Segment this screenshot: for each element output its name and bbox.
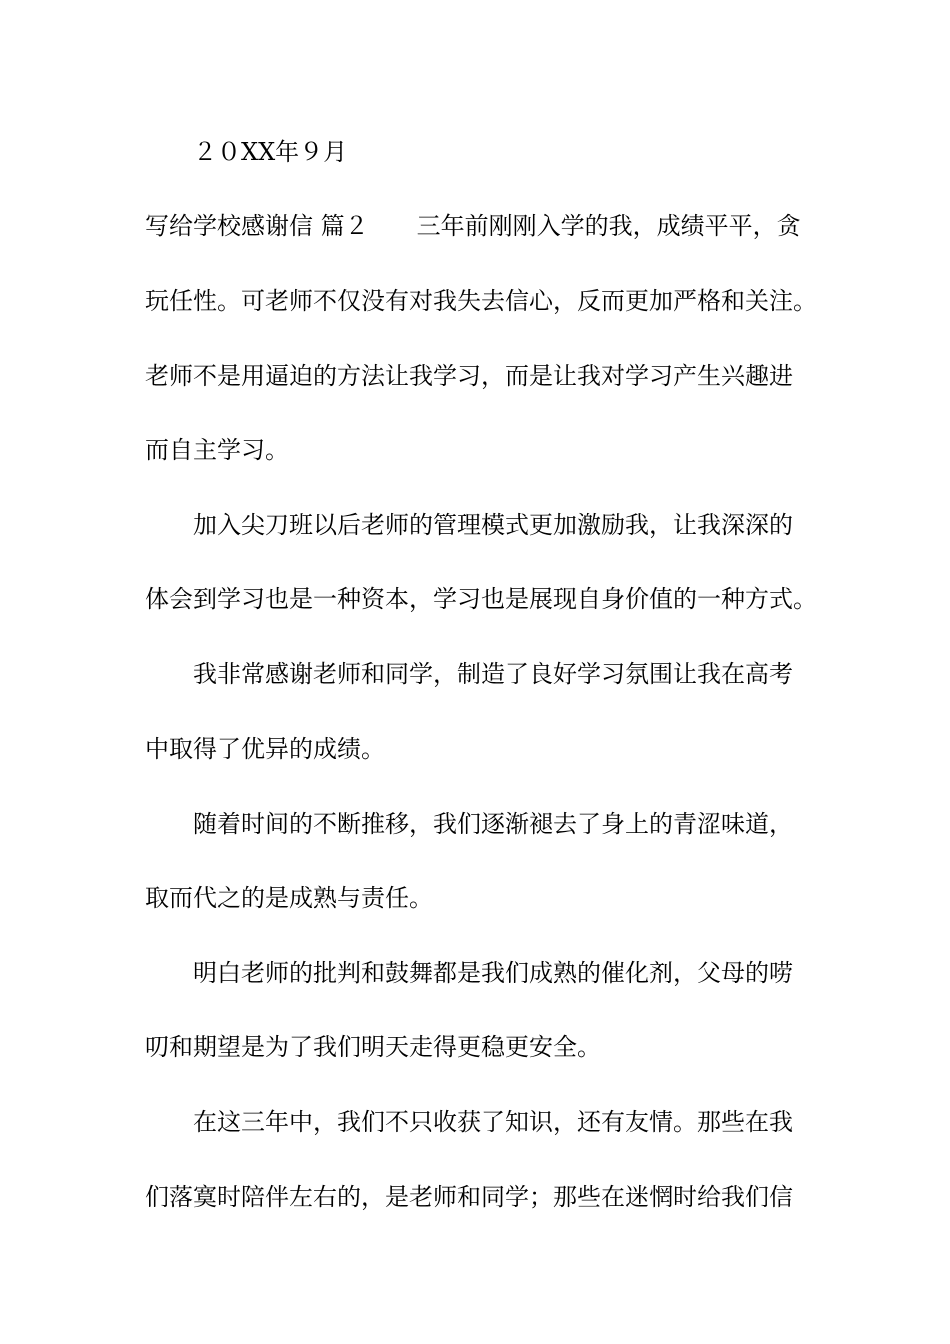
paragraph-line: 随着时间的不断推移，我们逐渐褪去了身上的青涩味道， bbox=[193, 810, 793, 838]
paragraph-line: 体会到学习也是一种资本，学习也是展现自身价值的一种方式。 bbox=[145, 585, 817, 613]
paragraph-line: 玩任性。可老师不仅没有对我失去信心，反而更加严格和关注。 bbox=[145, 287, 817, 315]
document-date: ２０XX年９月 bbox=[193, 138, 348, 166]
paragraph-line: 取而代之的是成熟与责任。 bbox=[145, 884, 433, 912]
paragraph-line: 们落寞时陪伴左右的，是老师和同学；那些在迷惘时给我们信 bbox=[145, 1183, 793, 1211]
paragraph-line: 而自主学习。 bbox=[145, 436, 289, 464]
document-heading: 写给学校感谢信 篇２ bbox=[145, 212, 369, 240]
paragraph-text: 三年前刚刚入学的我，成绩平平，贪 bbox=[416, 212, 801, 240]
paragraph-line bbox=[145, 211, 801, 241]
paragraph-line: 老师不是用逼迫的方法让我学习，而是让我对学习产生兴趣进 bbox=[145, 362, 793, 390]
paragraph-line: 在这三年中，我们不只收获了知识，还有友情。那些在我 bbox=[193, 1108, 793, 1136]
paragraph-line: 明白老师的批判和鼓舞都是我们成熟的催化剂，父母的唠 bbox=[193, 959, 793, 987]
paragraph-line: 我非常感谢老师和同学，制造了良好学习氛围让我在高考 bbox=[193, 660, 793, 688]
paragraph-line: 中取得了优异的成绩。 bbox=[145, 735, 385, 763]
paragraph-line: 叨和期望是为了我们明天走得更稳更安全。 bbox=[145, 1033, 601, 1061]
paragraph-line: 加入尖刀班以后老师的管理模式更加激励我，让我深深的 bbox=[193, 511, 793, 539]
